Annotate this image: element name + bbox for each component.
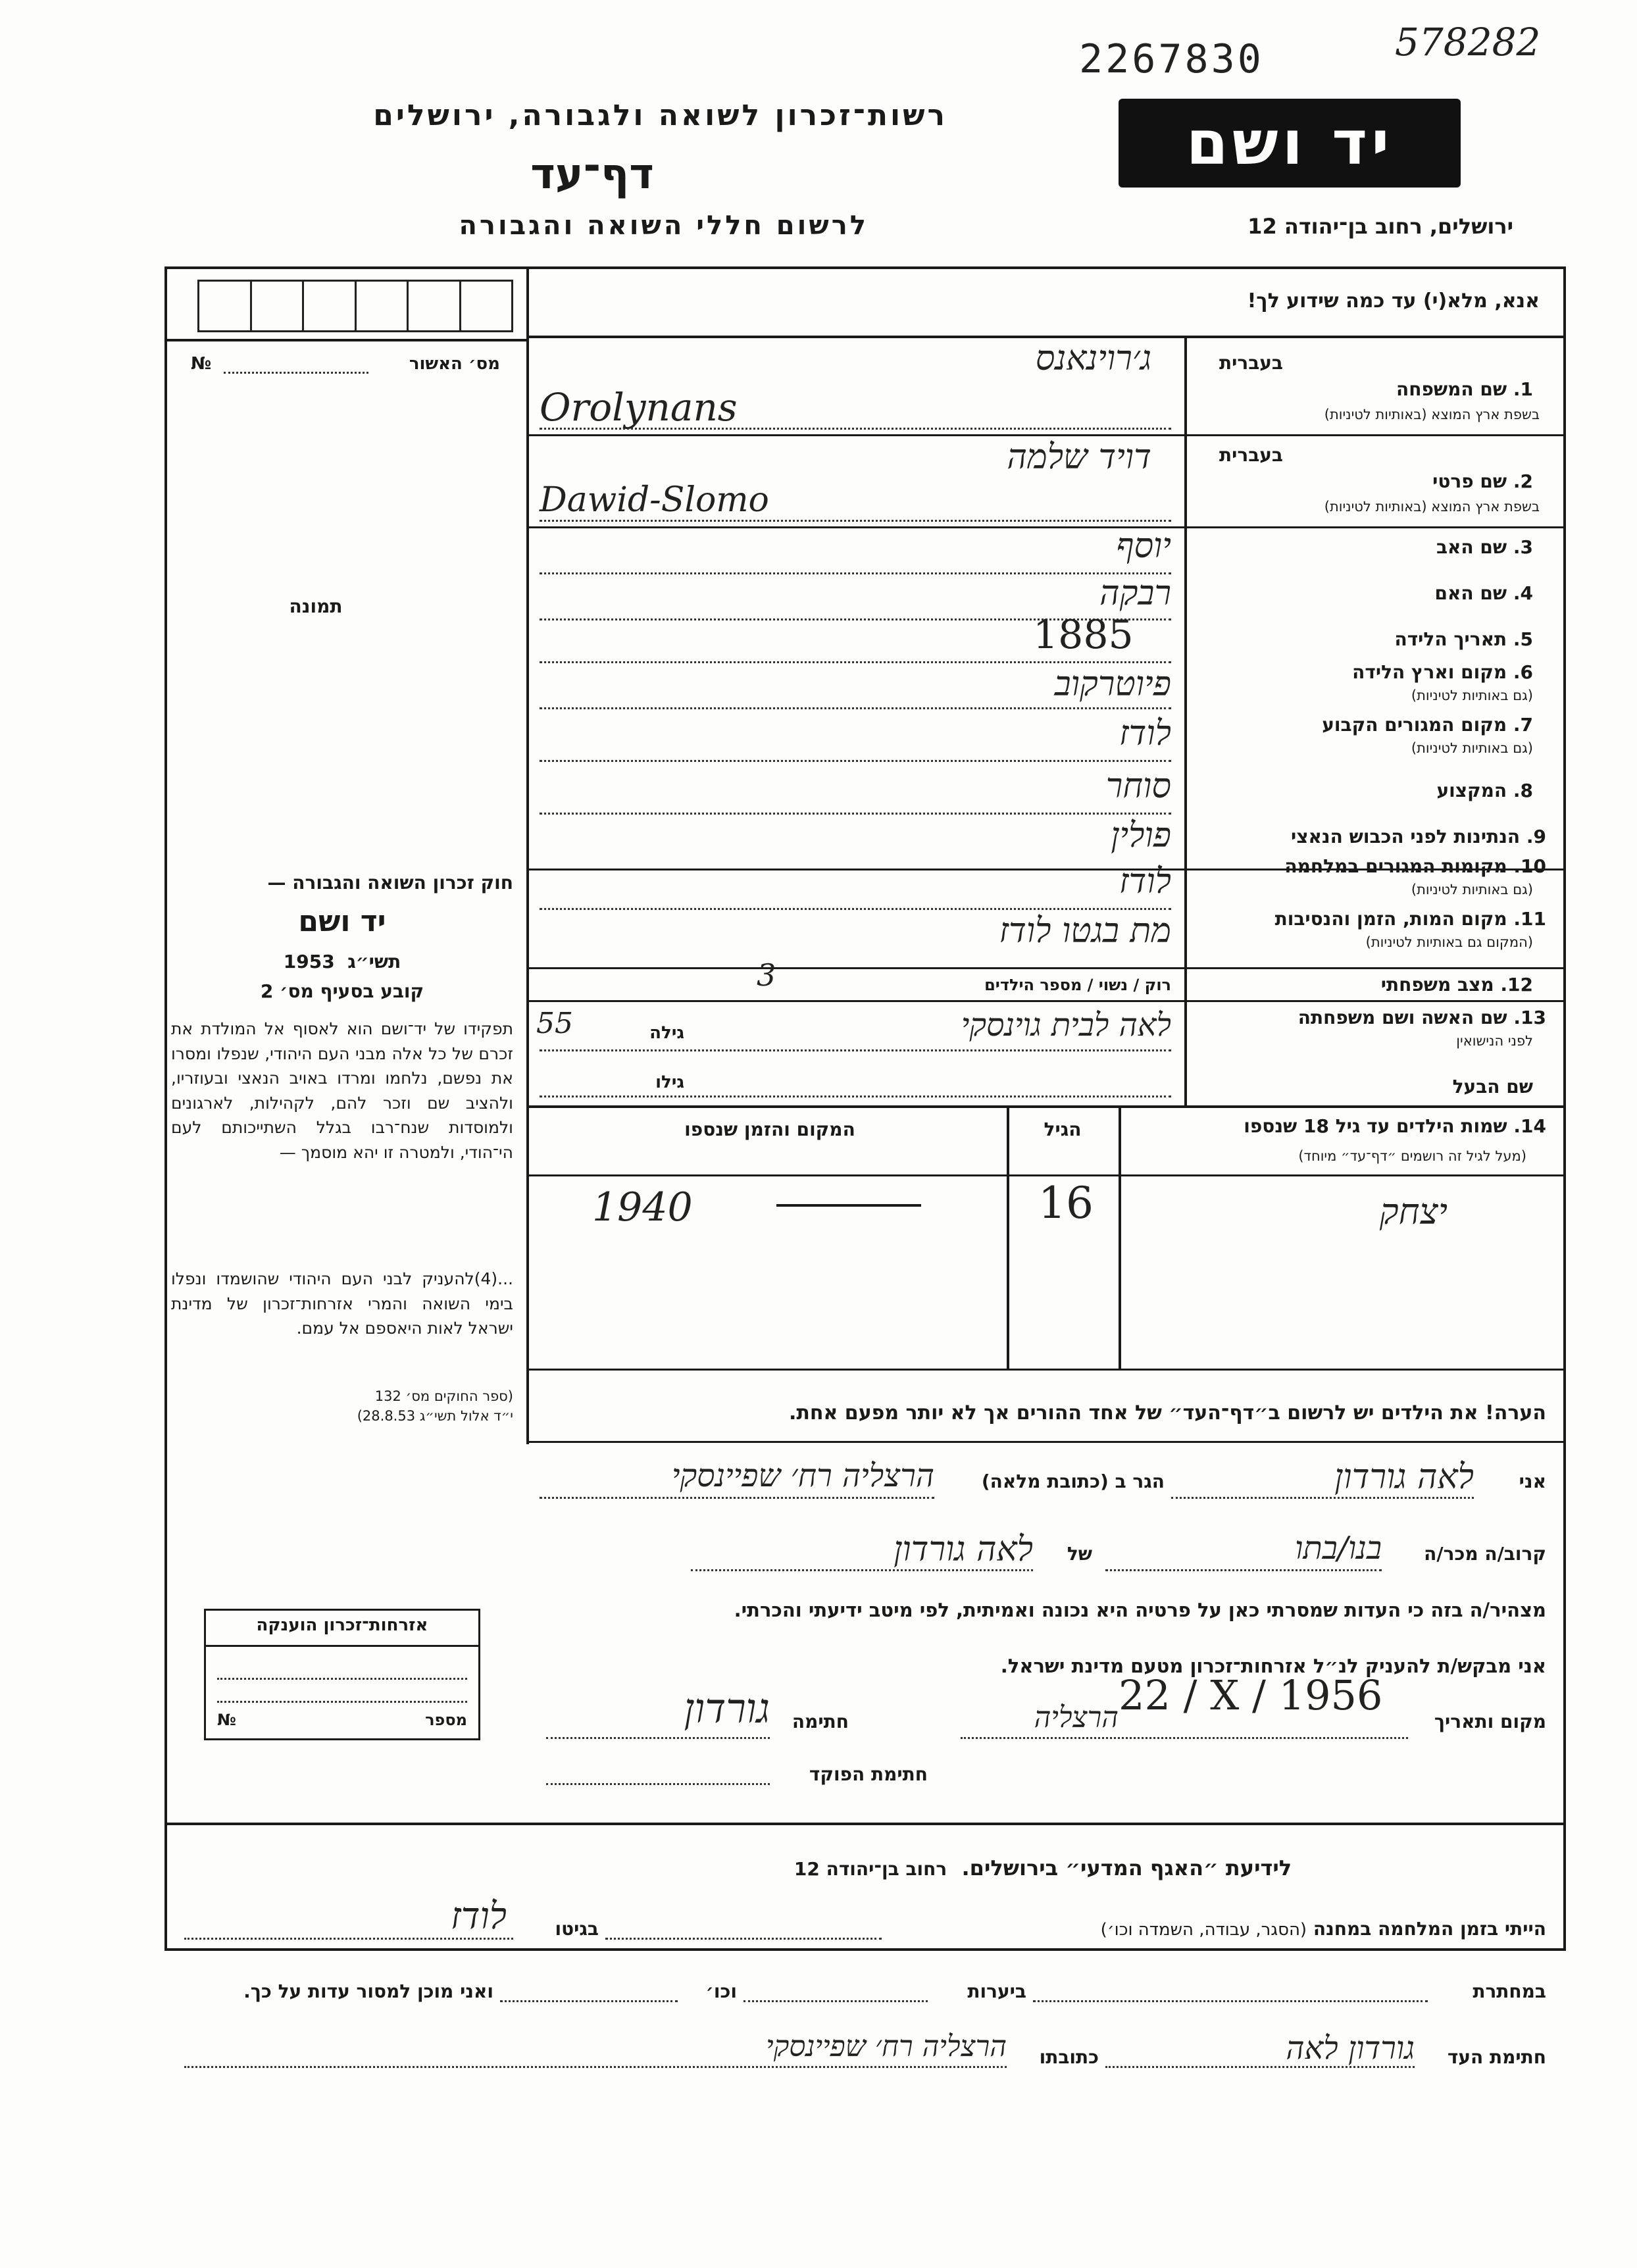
witness-address[interactable]: הרצליה רח׳ שפיינסקי bbox=[766, 2030, 1007, 2063]
place-date-label: מקום ותאריך bbox=[1434, 1711, 1546, 1732]
left-column-divider bbox=[526, 266, 529, 1444]
law-ref-2: י״ד אלול תשי״ג 28.8.53) bbox=[357, 1408, 513, 1424]
field-2-label: 2. שם פרטי bbox=[1432, 470, 1533, 492]
approval-no: № bbox=[191, 354, 212, 374]
of-label: של bbox=[1067, 1543, 1092, 1565]
etc-line bbox=[500, 2000, 678, 2002]
field-4-label: 4. שם האם bbox=[1434, 582, 1533, 604]
ready-label: ואני מוכן למסור עדות על כך. bbox=[243, 1980, 493, 2002]
law-name: יד ושם bbox=[298, 905, 386, 938]
signature-label: חתימה bbox=[792, 1711, 849, 1732]
research-divider bbox=[164, 1823, 1566, 1825]
approval-boxes bbox=[197, 280, 513, 332]
field-3-value[interactable]: יוסף bbox=[1116, 526, 1171, 566]
field-2-sub: בשפת ארץ המוצא (באותיות לטיניות) bbox=[1324, 499, 1540, 515]
declarant-i-label: אני bbox=[1519, 1471, 1546, 1492]
law-clause: קובע בסעיף מס׳ 2 bbox=[260, 980, 424, 1002]
law-year-heb: תשי״ג 1953 bbox=[283, 951, 401, 972]
field-13-sub: לפני הנישואין bbox=[1456, 1033, 1533, 1049]
officer-label: חתימת הפוקד bbox=[809, 1763, 928, 1785]
form-title: דף־עד bbox=[530, 150, 654, 199]
instructions-divider bbox=[526, 336, 1566, 338]
citizenship-no: № bbox=[217, 1711, 236, 1729]
field-1-sub: בשפת ארץ המוצא (באותיות לטיניות) bbox=[1324, 407, 1540, 422]
yad-vashem-logo bbox=[1119, 99, 1461, 188]
field-1-tag: בעברית bbox=[1219, 352, 1283, 374]
witness-line bbox=[1105, 2066, 1415, 2068]
citizenship-box-divider bbox=[204, 1645, 480, 1647]
witness-address-label: כתובתו bbox=[1039, 2046, 1099, 2068]
declarant-name[interactable]: לאה גורדון bbox=[1334, 1457, 1474, 1497]
field-2-value-lat[interactable]: Dawid-Slomo bbox=[540, 480, 769, 520]
field-6-sub: (גם באותיות לטיניות) bbox=[1411, 688, 1533, 703]
row-sep-1 bbox=[526, 434, 1566, 436]
field-8-line bbox=[540, 813, 1171, 815]
declarant-resides-label: הגר ב (כתובת מלאה) bbox=[981, 1471, 1165, 1492]
field-12-label: 12. מצב משפחתי bbox=[1380, 974, 1533, 995]
request-text: אני מבקש/ת להעניק לנ״ל אזרחות־זכרון מטעם מדינת ישראל. bbox=[1000, 1655, 1546, 1677]
field-1-value-lat[interactable]: Orolynans bbox=[540, 385, 738, 430]
place-value[interactable]: הרצליה bbox=[1034, 1701, 1119, 1734]
field-7-value[interactable]: לודז bbox=[1119, 714, 1171, 753]
field-12-value[interactable]: 3 bbox=[757, 957, 776, 993]
row-sep-6 bbox=[526, 1105, 1566, 1108]
field-13-value[interactable]: לאה לבית גוינסקי bbox=[961, 1007, 1171, 1044]
research-title: לידיעת ״האגף המדעי״ בירושלים. רחוב בן־יהודה 12 bbox=[793, 1855, 1292, 1880]
child-1-place-scribble bbox=[776, 1204, 921, 1207]
of-name[interactable]: לאה גורדון bbox=[894, 1530, 1033, 1569]
children-bottom-line bbox=[526, 1369, 1566, 1371]
field-1-line bbox=[540, 428, 1171, 430]
law-text-2: ...(4)להעניק לבני העם היהודי שהושמדו ונפלו בימי השואה והמרי אזרחות־זכרון של מדינת ישראל לאות היאספם אל עמם. bbox=[171, 1269, 513, 1338]
field-1-value-heb[interactable]: ג׳רוינאנס bbox=[1035, 339, 1151, 378]
address: ירושלים, רחוב בן־יהודה 12 bbox=[1247, 214, 1513, 239]
children-col-age: הגיל bbox=[1044, 1119, 1082, 1140]
logo-text: יד ושם bbox=[1186, 108, 1394, 178]
label-column-divider bbox=[1184, 336, 1187, 1105]
date-value[interactable]: 22 / X / 1956 bbox=[1119, 1671, 1383, 1719]
ghetto-value[interactable]: לודז bbox=[450, 1895, 507, 1938]
field-3-label: 3. שם האב bbox=[1436, 536, 1533, 558]
field-13-age-label: גילה bbox=[649, 1023, 684, 1043]
field-6-value[interactable]: פיוטרקוב bbox=[1054, 665, 1171, 704]
of-name-line bbox=[691, 1569, 1033, 1571]
camp-line bbox=[605, 1938, 882, 1940]
field-10-label: 10. מקומות המגורים במלחמה bbox=[1284, 855, 1546, 877]
field-11-sub: (המקום גם באותיות לטיניות) bbox=[1365, 934, 1533, 950]
etc-label: וכו׳ bbox=[705, 1980, 737, 2002]
field-10-sub: (גם באותיות לטיניות) bbox=[1411, 882, 1533, 897]
approval-divider bbox=[164, 339, 526, 341]
citizenship-number-label: מספר bbox=[425, 1711, 467, 1729]
field-7-sub: (גם באותיות לטיניות) bbox=[1411, 740, 1533, 756]
law-text: תפקידו של יד־ושם הוא לאסוף אל המולדת את זכרם של כל אלה מבני העם היהודי, שנפלו ומסרו את נפשם, נלחמו ומרדו באויב הנאצי ובעוזריו, ולהציב שם וזכר להם, לקהילות, לארגונים ולמוסדות שנח־רבו בגלל השתייכותם לעם הי־הודי, ולמטרה זו יהא מוסמך — bbox=[171, 1019, 513, 1162]
field-10-value[interactable]: לודז bbox=[1119, 862, 1171, 901]
field-6-label: 6. מקום וארץ הלידה bbox=[1352, 661, 1533, 683]
field-7-line bbox=[540, 760, 1171, 762]
field-2-line bbox=[540, 520, 1171, 522]
citizenship-line-1 bbox=[217, 1678, 467, 1680]
children-label: 14. שמות הילדים עד גיל 18 שנספו bbox=[1244, 1115, 1546, 1137]
place-date-line bbox=[961, 1737, 1408, 1739]
field-12-options: רוק / נשוי / מספר הילדים bbox=[984, 976, 1171, 994]
child-1-place[interactable]: 1940 bbox=[592, 1184, 693, 1230]
children-col-divider-2 bbox=[1119, 1105, 1121, 1369]
field-11-value[interactable]: מת בגטו לודז bbox=[999, 911, 1171, 951]
field-8-value[interactable]: סוחר bbox=[1105, 767, 1171, 806]
witness-value[interactable]: גורדון לאה bbox=[1286, 2030, 1415, 2067]
field-10-line bbox=[540, 908, 1171, 910]
relation-line bbox=[1105, 1569, 1382, 1571]
underground-label: במחתרת bbox=[1473, 1980, 1546, 2002]
field-9-value[interactable]: פולין bbox=[1111, 816, 1171, 855]
field-4-value[interactable]: רבקה bbox=[1099, 574, 1171, 613]
field-8-label: 8. המקצוע bbox=[1436, 780, 1533, 801]
corner-number: 578282 bbox=[1395, 20, 1541, 64]
field-5-line bbox=[540, 661, 1171, 663]
field-7-label: 7. מקום המגורים הקבוע bbox=[1322, 714, 1533, 736]
field-13-line bbox=[540, 1049, 1171, 1051]
approval-label: מס׳ האשור bbox=[409, 354, 500, 374]
signature-line bbox=[546, 1737, 770, 1739]
law-title: חוק זכרון השואה והגבורה — bbox=[267, 872, 513, 894]
field-1-label: 1. שם המשפחה bbox=[1396, 378, 1533, 400]
witness-label: חתימת העד bbox=[1447, 2046, 1546, 2068]
officer-line bbox=[546, 1783, 770, 1785]
declare-text: מצהיר/ה בזה כי העדות שמסרתי כאן על פרטיה היא נכונה ואמיתית, לפי מיטב ידיעתי והכרתי. bbox=[734, 1599, 1546, 1621]
law-ref-1: (ספר החוקים מס׳ 132 bbox=[374, 1388, 513, 1404]
forest-label: ביערות bbox=[967, 1980, 1026, 2002]
note: הערה! את הילדים יש לרשום ב״דף־העד״ של אחד ההורים אך לא יותר מפעם אחת. bbox=[789, 1401, 1546, 1424]
field-6-line bbox=[540, 707, 1171, 709]
camp-label: הייתי בזמן המלחמה במחנה (הסגר, עבודה, השמדה וכו׳) bbox=[1100, 1918, 1546, 1940]
children-col-divider-1 bbox=[1007, 1105, 1009, 1369]
husband-age-label: גילו bbox=[655, 1072, 684, 1092]
witness-address-line bbox=[184, 2066, 1007, 2068]
field-2-value-heb[interactable]: דויד שלמה bbox=[1007, 438, 1151, 477]
field-5-label: 5. תאריך הלידה bbox=[1394, 628, 1533, 650]
ghetto-line bbox=[184, 1938, 513, 1940]
husband-label: שם הבעל bbox=[1452, 1076, 1533, 1097]
children-sub: (מעל לגיל זה רושמים ״דף־עד״ מיוחד) bbox=[1298, 1148, 1526, 1164]
citizenship-line-2 bbox=[217, 1701, 467, 1703]
field-11-label: 11. מקום המות, הזמן והנסיבות bbox=[1274, 908, 1546, 930]
field-5-value[interactable]: 1885 bbox=[1033, 612, 1134, 658]
husband-line bbox=[540, 1096, 1171, 1097]
row-sep-4 bbox=[526, 967, 1566, 969]
note-bottom-line bbox=[526, 1441, 1566, 1443]
declarant-name-line bbox=[1171, 1497, 1474, 1499]
relative-label: קרוב/ה מכר/ה bbox=[1424, 1543, 1546, 1565]
underground-line bbox=[1033, 2000, 1428, 2002]
relation-value[interactable]: בנו/בתו bbox=[1295, 1530, 1382, 1567]
declarant-address[interactable]: הרצליה רח׳ שפיינסקי bbox=[671, 1457, 934, 1494]
children-header-line bbox=[526, 1174, 1566, 1176]
approval-line bbox=[224, 372, 368, 374]
photo-label: תמונה bbox=[289, 595, 343, 617]
declarant-address-line bbox=[540, 1497, 934, 1499]
field-13-label: 13. שם האשה ושם משפחתה bbox=[1297, 1007, 1546, 1028]
stamp-number: 2267830 bbox=[1079, 36, 1264, 82]
child-1-age[interactable]: 16 bbox=[1038, 1178, 1094, 1228]
forest-line bbox=[743, 2000, 928, 2002]
child-1-name[interactable]: יצחק bbox=[1379, 1191, 1448, 1232]
authority-title: רשות־זכרון לשואה ולגבורה, ירושלים bbox=[373, 99, 947, 132]
form-subtitle: לרשום חללי השואה והגבורה bbox=[459, 211, 869, 241]
ghetto-label: בגיטו bbox=[555, 1918, 599, 1940]
field-2-tag: בעברית bbox=[1219, 444, 1283, 466]
field-13-age[interactable]: 55 bbox=[536, 1007, 573, 1040]
instructions: אנא, מלא(י) עד כמה שידוע לך! bbox=[1247, 290, 1540, 313]
field-9-label: 9. הנתינות לפני הכבוש הנאצי bbox=[1291, 826, 1546, 847]
signature-value[interactable]: גורדון bbox=[684, 1684, 770, 1732]
citizenship-title: אזרחות־זכרון הוענקה bbox=[256, 1615, 428, 1635]
children-col-place: המקום והזמן שנספו bbox=[684, 1119, 855, 1140]
row-sep-5 bbox=[526, 1000, 1566, 1002]
